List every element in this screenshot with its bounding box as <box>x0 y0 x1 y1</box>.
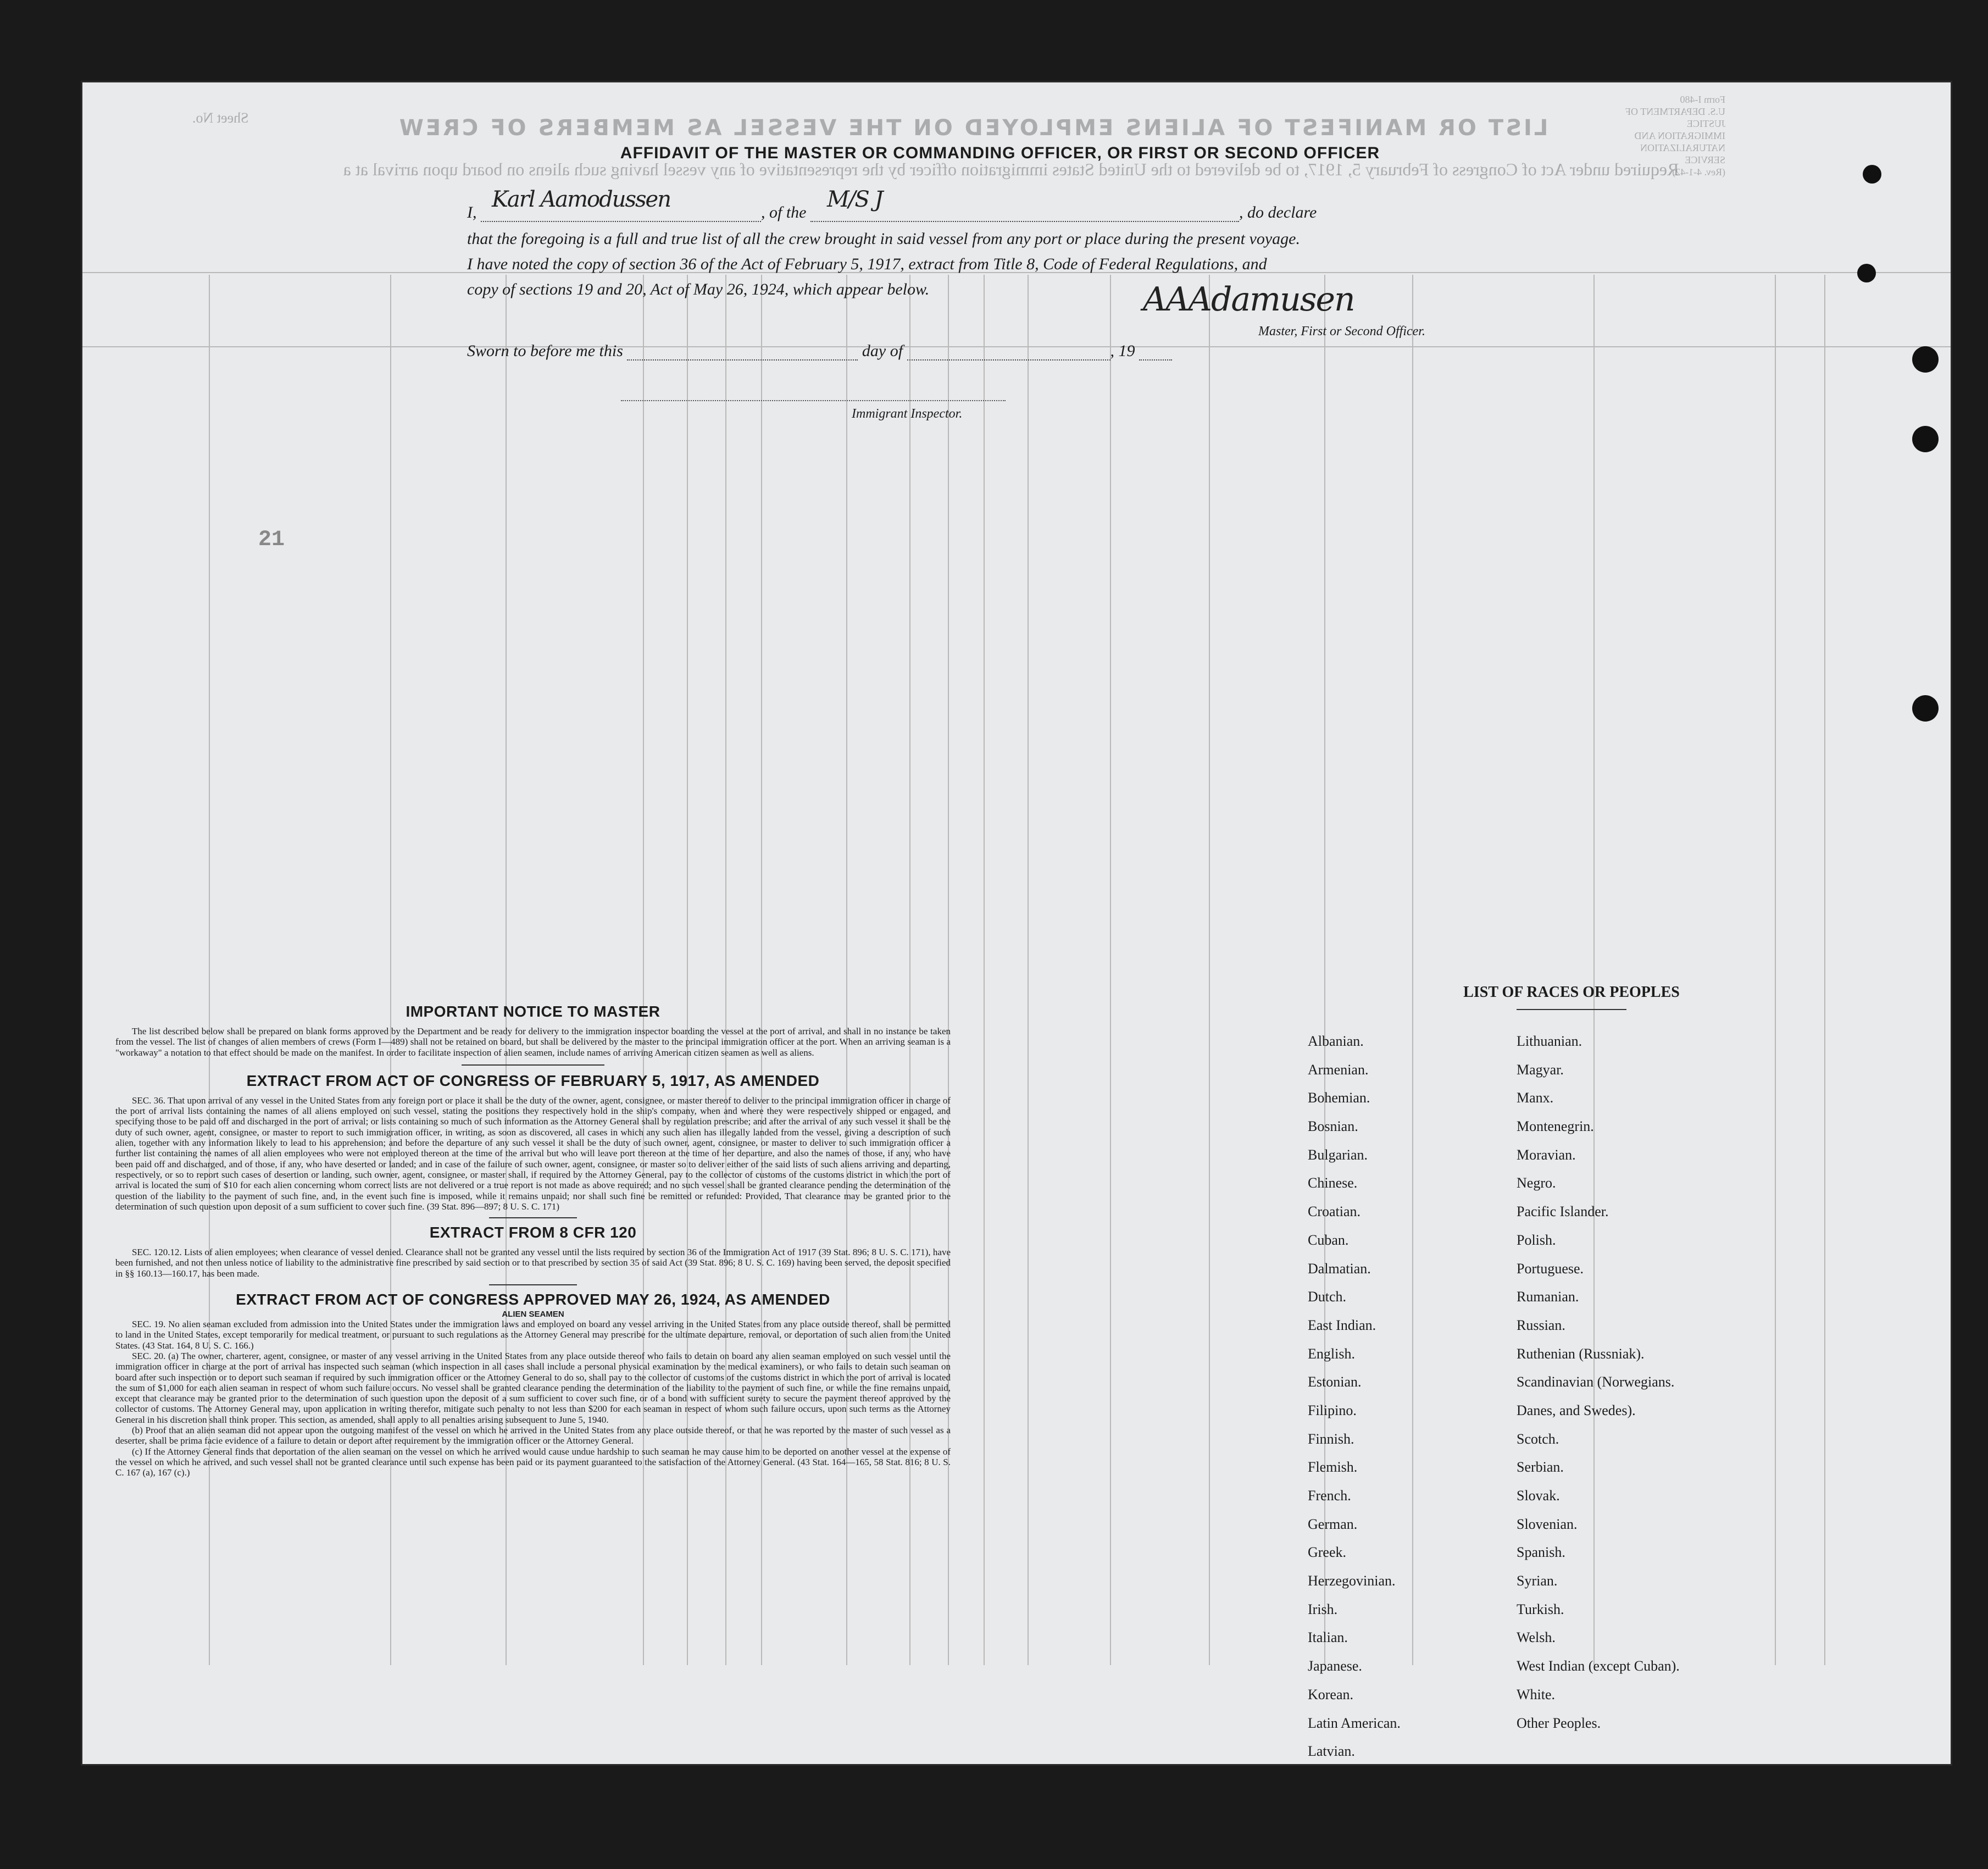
affidavit-line3: I have noted the copy of section 36 of the Act of February 5, 1917, extract from Title 8, Code of Federal Regulations, and <box>467 255 1267 273</box>
race-item: Bosnian. <box>1308 1118 1358 1135</box>
affidavit-heading: AFFIDAVIT OF THE MASTER OR COMMANDING OFFICER, OR FIRST OR SECOND OFFICER <box>620 144 1380 162</box>
race-item: Russian. <box>1517 1317 1565 1333</box>
race-item: German. <box>1308 1516 1358 1532</box>
race-item: Dalmatian. <box>1308 1260 1371 1277</box>
legal-text-block <box>115 1003 951 1478</box>
race-item: Portuguese. <box>1517 1260 1584 1277</box>
race-item: Syrian. <box>1517 1573 1558 1589</box>
race-item: Herzegovinian. <box>1308 1573 1396 1589</box>
race-item: Negro. <box>1517 1175 1556 1191</box>
notice-body: The list described below shall be prepared on blank forms approved by the Department and be ready for delivery to the immigration inspector boarding the vessel at the port of arrival, and shall in no instance be taken from the vessel. The list of changes of alien members of crews (Form I—489) shall not be retained on board, but shall be delivered by the master to the principal immigration officer at the port. When an arriving seaman is a "workaway" a notation to that effect should be made on the manifest. In order to facilitate inspection of alien seamen, include names of arriving American citizen seamen as well as aliens. <box>115 1026 951 1058</box>
race-item: Latvian. <box>1308 1743 1355 1760</box>
extract-1917-heading: EXTRACT FROM ACT OF CONGRESS OF FEBRUARY 5, 1917, AS AMENDED <box>246 1072 820 1089</box>
race-item: Turkish. <box>1517 1601 1564 1617</box>
sworn-year-field <box>1139 343 1172 361</box>
sworn-month-field <box>907 343 1110 361</box>
master-signature: AAAdamusen <box>1143 280 1354 319</box>
sworn-text: Sworn to before me this <box>467 342 623 360</box>
punch-hole <box>1912 346 1939 373</box>
affidavit-prefix: I, <box>467 203 477 221</box>
race-item: Scandinavian (Norwegians. <box>1517 1374 1675 1390</box>
race-item: Other Peoples. <box>1517 1715 1601 1731</box>
races-heading: LIST OF RACES OR PEOPLES <box>1463 984 1680 1001</box>
sec20c-body: (c) If the Attorney General finds that deportation of the alien seaman on the vessel on which he arrived would cause undue hardship to such seaman he may cause him to be deported on another vessel at the expense of the vessel on which he arrived, and such vessel shall not be granted clearance until such expense has been paid or its payment guaranteed to the satisfaction of the Attorney General. (43 Stat. 164—165, 58 Stat. 816; 8 U. S. C. 167 (a), 167 (c).) <box>115 1446 951 1478</box>
race-item: East Indian. <box>1308 1317 1376 1333</box>
race-item: Bulgarian. <box>1308 1146 1368 1163</box>
punch-hole <box>1912 426 1939 452</box>
mirrored-sheet-no: Sheet No. <box>192 110 249 126</box>
race-item: Irish. <box>1308 1601 1338 1617</box>
race-item: Croatian. <box>1308 1204 1361 1220</box>
divider <box>489 1284 577 1285</box>
race-item: Manx. <box>1517 1090 1554 1106</box>
race-item: Finnish. <box>1308 1430 1354 1447</box>
sworn-line <box>467 342 1172 361</box>
race-item: Moravian. <box>1517 1146 1576 1163</box>
race-item: French. <box>1308 1488 1351 1504</box>
race-item: Greek. <box>1308 1544 1347 1561</box>
race-item: Lithuanian. <box>1517 1033 1582 1049</box>
affidavit-of-the: , of the <box>761 203 807 221</box>
race-item: Dutch. <box>1308 1289 1347 1305</box>
extract-1917-body: SEC. 36. That upon arrival of any vessel in the United States from any foreign port or place it shall be the duty of the owner, agent, consignee, or master thereof to deliver to the principal immigration officer in charge of the port of arrival lists containing the names of all aliens employed on such vessel, stating the positions they respectively hold in the ship's company, when and where they were respectively shipped or engaged, and specifying those to be paid off and discharged in the port of arrival; or lists containing so much of such information as the Attorney General shall by regulation prescribe; and after the arrival of any such vessel it shall be the duty of such owner, agent, consignee, or master to report to such immigration officer, in writing, as soon as discovered, all cases in which any such alien has illegally landed from the vessel, giving a description of such alien, together with any information likely to lead to his apprehension; and before the departure of any such vessel it shall be the duty of such owner, agent, consignee, or master to deliver to such immigration officer a further list containing the names of all alien employees who were not employed thereon at the time of the arrival but who will leave port thereon at the time of her departure, and also the names of those, if any, who have been paid off and discharged, and of those, if any, who have deserted or landed; and in case of the failure of such owner, agent, consignee, or master so to deliver either of the said lists of such aliens arriving and departing, respectively, or so to report such cases of desertion or landing, such owner, agent, consignee, or master shall, if required by the Attorney General, pay to the collector of customs of the customs district in which the port of arrival is located the sum of $10 for each alien concerning whom correct lists are not delivered or a true report is not made as above required; and no such vessel shall be granted clearance pending the determination of the question of the liability to the payment of such fine, and, in the event such fine is imposed, while it remains unpaid; nor shall such fine be remitted or refunded: Provided, That clearance may be granted prior to the determination of such question upon deposit of a sum sufficient to cover such fine. (39 Stat. 896—897; 8 U. S. C. 171) <box>115 1095 951 1212</box>
extract-1924-heading: EXTRACT FROM ACT OF CONGRESS APPROVED MAY 26, 1924, AS AMENDED <box>236 1291 830 1308</box>
races-list <box>1308 984 1835 1760</box>
race-item: Welsh. <box>1517 1629 1556 1646</box>
punch-hole <box>1912 695 1939 722</box>
race-item: Pacific Islander. <box>1517 1204 1609 1220</box>
races-column-2 <box>1517 1033 1680 1743</box>
race-item: Montenegrin. <box>1517 1118 1594 1135</box>
race-item: Rumanian. <box>1517 1289 1579 1305</box>
notice-heading: IMPORTANT NOTICE TO MASTER <box>406 1003 660 1020</box>
mirrored-requirement: Required under Act of Congress of February 5, 1917, to be delivered to the United States immigration officer by the representative of any vessel having such aliens on board upon arrival at a <box>343 159 1679 179</box>
race-item: Estonian. <box>1308 1374 1362 1390</box>
race-item: Latin American. <box>1308 1715 1401 1731</box>
sworn-day-field <box>627 343 858 361</box>
punch-hole <box>1857 264 1876 282</box>
ghost-stamp: 21 <box>258 528 285 552</box>
sec19-body: SEC. 19. No alien seaman excluded from admission into the United States under the immigration laws and employed on board any vessel arriving in the United States from any place outside thereof, shall be permitted to land in the United States, except temporarily for medical treatment, or pursuant to such regulations as the Attorney General may prescribe for the ultimate departure, removal, or deportation of such alien from the United States. (43 Stat. 164, 8 U. S. C. 166.) <box>115 1319 951 1351</box>
punch-hole <box>1863 165 1881 184</box>
race-item: Serbian. <box>1517 1459 1564 1476</box>
mirrored-form-number: Form I-480 U.S. DEPARTMENT OF JUSTICE IMMIGRATION AND NATURALIZATION SERVICE (Rev. 4-1-42) <box>1625 94 1725 178</box>
affidavit-line2: that the foregoing is a full and true list of all the crew brought in said vessel from any port or place during the present voyage. <box>467 230 1300 248</box>
race-item: Armenian. <box>1308 1061 1369 1078</box>
day-of-text: day of <box>862 342 903 360</box>
race-item: Spanish. <box>1517 1544 1565 1561</box>
races-underline <box>1517 1009 1626 1010</box>
race-item: Polish. <box>1517 1232 1556 1248</box>
manifest-sheet <box>82 82 1951 1764</box>
race-item: Flemish. <box>1308 1459 1358 1476</box>
race-item: Slovenian. <box>1517 1516 1578 1532</box>
race-item: Italian. <box>1308 1629 1348 1646</box>
extract-cfr-body: SEC. 120.12. Lists of alien employees; when clearance of vessel denied. Clearance shall not be granted any vessel until the lists required by section 36 of the Immigration Act of 1917 (39 Stat. 896; 8 U. S. C. 171), have been furnished, and not then unless notice of liability to the administrative fine prescribed by said section or to that prescribed by section 35 of said Act (39 Stat. 896; 8 U. S. C. 169) having been served, the deposit specified in §§ 160.13—160.17, has been made. <box>115 1247 951 1279</box>
affidavit-line1 <box>467 187 1317 222</box>
sec20b-body: (b) Proof that an alien seaman did not appear upon the outgoing manifest of the vessel on which he arrived in the United States from any place outside thereof, or that he was reported by the master of such vessel as a deserter, shall be prima facie evidence of a failure to detain or deport after requirement by the immigration officer or the Attorney General. <box>115 1425 951 1446</box>
race-item: White. <box>1517 1686 1556 1702</box>
master-name-handwritten: Karl Aamodussen <box>492 187 670 212</box>
mirrored-title: LIST OR MANIFEST OF ALIENS EMPLOYED ON THE VESSEL AS MEMBERS OF CREW <box>397 115 1548 141</box>
affidavit-line4: copy of sections 19 and 20, Act of May 26, 1924, which appear below. <box>467 280 930 298</box>
races-column-1 <box>1308 1033 1401 1764</box>
vessel-name-handwritten: M/S J <box>827 187 882 212</box>
race-item: Japanese. <box>1308 1658 1362 1674</box>
race-item: Bohemian. <box>1308 1090 1370 1106</box>
vessel-name-field <box>810 187 1239 222</box>
race-item: Slovak. <box>1517 1488 1560 1504</box>
inspector-signature-line <box>621 400 1006 401</box>
extract-1924-subheading: ALIEN SEAMEN <box>502 1310 564 1319</box>
race-item: Scotch. <box>1517 1430 1559 1447</box>
affidavit-declare: , do declare <box>1239 203 1317 221</box>
race-item: Ruthenian (Russniak). <box>1517 1345 1645 1362</box>
race-item: Filipino. <box>1308 1402 1357 1418</box>
race-item: West Indian (except Cuban). <box>1517 1658 1680 1674</box>
race-item: Korean. <box>1308 1686 1354 1702</box>
race-item: Albanian. <box>1308 1033 1364 1049</box>
divider <box>462 1064 604 1066</box>
sec20a-body: SEC. 20. (a) The owner, charterer, agent, consignee, or master of any vessel arriving in the United States from any place outside thereof who fails to detain on board any alien seaman employed on such vessel until the immigration officer in charge at the port of arrival has inspected such seaman (which inspection in all cases shall include a personal physical examination by the medical examiners), or who fails to detain such seaman on board after such inspection or to deport such seaman if required by such immigration officer or the Attorney General to do so, shall pay to the collector of customs of the customs district in which the port of arrival is located the sum of $1,000 for each alien seaman in respect of whom such failure occurs. No vessel shall be granted clearance pending the determination of the liability to the payment of such fine, or while the fine remains unpaid, except that clearance may be granted prior to the determination of such question upon the deposit of a sum sufficient to cover such fine, or of a bond with sufficient surety to secure the payment thereof approved by the collector of customs. The Attorney General may, upon application in writing therefor, mitigate such penalty to not less than $200 for each seaman in respect of whom such failure occurs, upon such terms as the Attorney General in his discretion shall think proper. This section, as amended, shall apply to all penalties arising subsequent to June 5, 1940. <box>115 1350 951 1425</box>
race-item: Chinese. <box>1308 1175 1358 1191</box>
extract-cfr-heading: EXTRACT FROM 8 CFR 120 <box>429 1224 637 1241</box>
inspector-caption: Immigrant Inspector. <box>852 407 963 421</box>
race-item: Danes, and Swedes). <box>1517 1402 1636 1418</box>
year-text: , 19 <box>1110 342 1135 360</box>
signature-caption: Master, First or Second Officer. <box>1258 324 1425 339</box>
divider <box>489 1217 577 1218</box>
race-item: Magyar. <box>1517 1061 1564 1078</box>
race-item: Cuban. <box>1308 1232 1349 1248</box>
master-name-field <box>481 187 761 222</box>
race-item: English. <box>1308 1345 1355 1362</box>
